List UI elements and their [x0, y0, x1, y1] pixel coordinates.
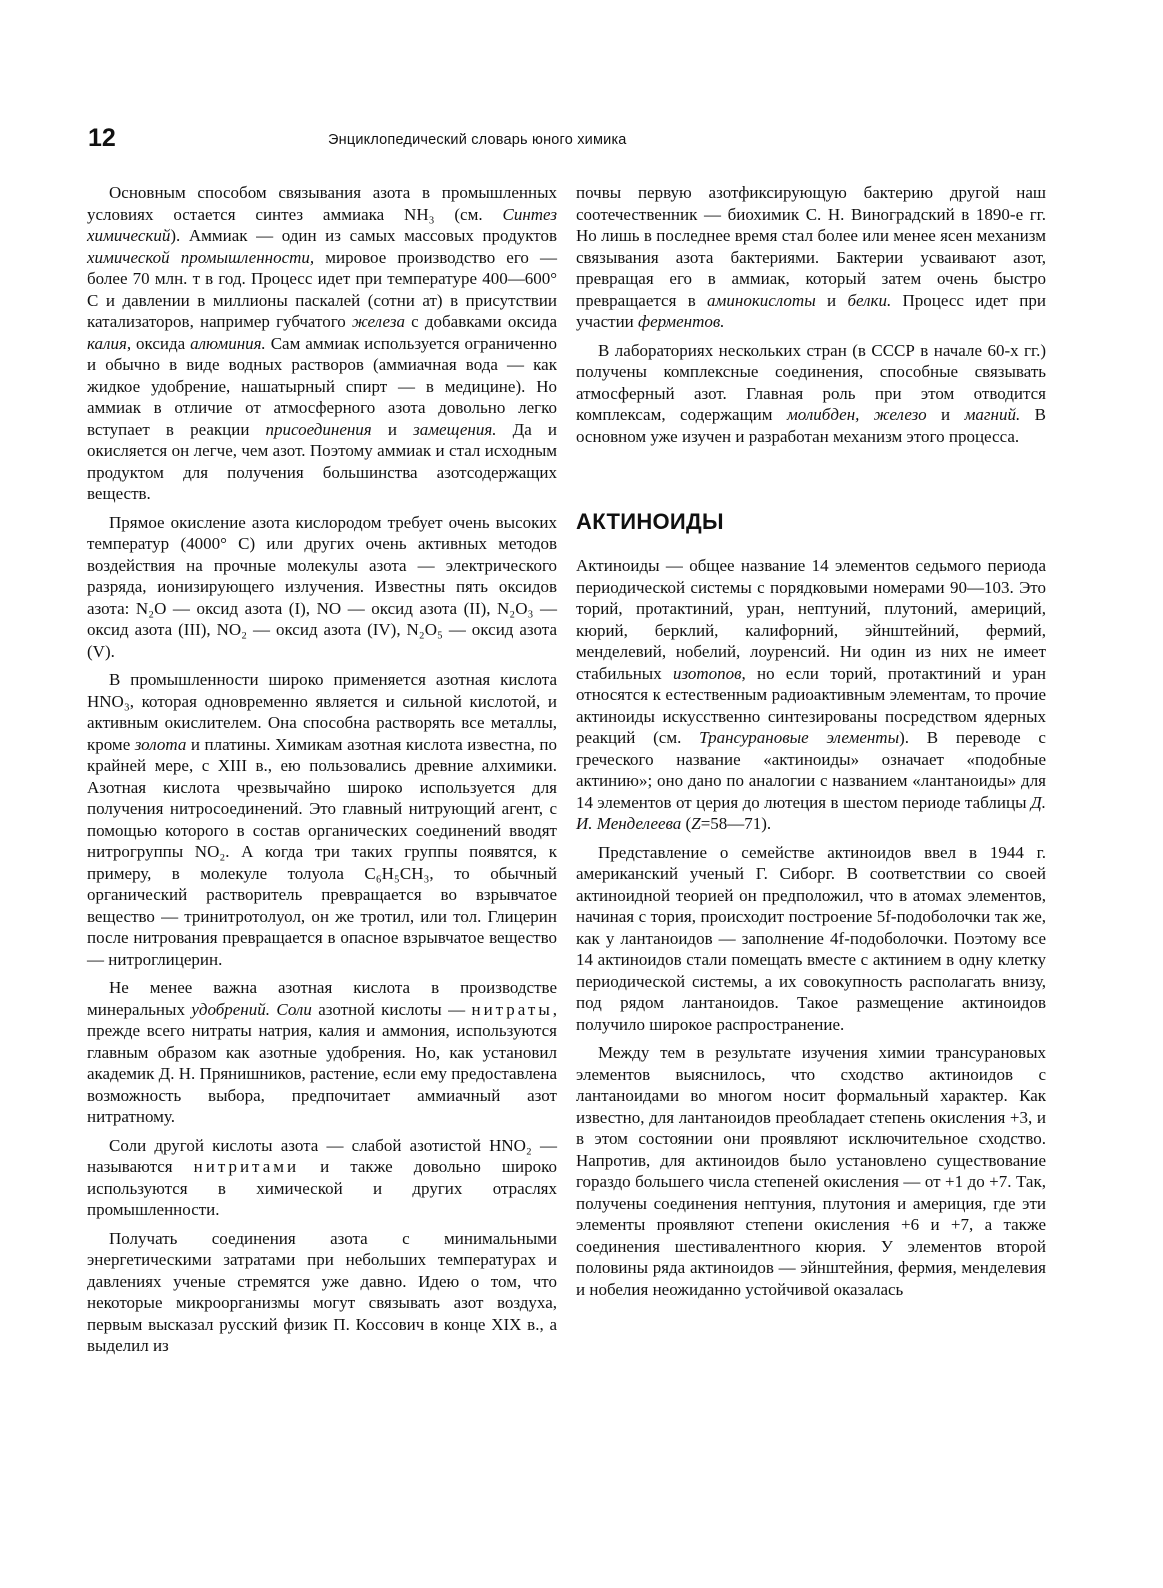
paragraph: Не менее важна азотная кислота в производстве минеральных удобрений. Соли азотной кислоты — нитраты, прежде всего нитраты натрия, калия и аммония, используются главным образом как азотные удобрения. Но, как установил академик Д. Н. Прянишников, растение, если ему предоставлена возможность выбора, предпочитает аммиачный азот нитратному.: [87, 978, 558, 1126]
paragraph: Основным способом связывания азота в промышленных условиях остается синтез аммиака NH₃ (см. Синтез химический). Аммиак — один из самых массовых продуктов химической промышленности, мировое производство его — более 70 млн. т в год. Процесс идет при температуре 400—600° С и давлении в миллионы паскалей (сотни ат) в присутствии катализаторов, например губчатого железа с добавками оксида калия, оксида алюминия. Сам аммиак используется ограниченно и обычно в виде водных растворов (аммиачная вода — как жидкое удобрение, нашатырный спирт — в медицине). Но аммиак в отличие от атмосферного азота довольно легко вступает в реакции присоединения и замещения. Да и окисляется он легче, чем азот. Поэтому аммиак и стал исходным продуктом для получения большинства азотсодержащих веществ.: [87, 183, 558, 503]
page-number: 12: [88, 124, 116, 152]
left-column: [87, 182, 557, 1364]
paragraph: В лабораториях нескольких стран (в СССР в начале 60-х гг.) получены комплексные соединения, способные связывать атмосферный азот. Главная роль при этом отводится комплексам, содержащим молибден, железо и магний. В основном уже изучен и разработан механизм этого процесса.: [576, 340, 1047, 446]
paragraph: В промышленности широко применяется азотная кислота HNO₃, которая одновременно является и сильной кислотой, и активным окислителем. Она способна растворять все металлы, кроме золота и платины. Химикам азотная кислота известна, по крайней мере, с XIII в., ею пользовались древние алхимики. Азотная кислота чрезвычайно широко используется для получения нитросоединений. Это главный нитрующий агент, с помощью которого в состав органических соединений вводят нитрогруппы NO₂. А когда три таких группы появятся, к примеру, в молекуле толуола C₆H₅CH₃, то обычный органический растворитель превращается во взрывчатое вещество — тринитротолуол, он же тротил, или тол. Глицерин после нитрования превращается в опасное взрывчатое вещество — нитроглицерин.: [87, 670, 557, 969]
paragraph: Соли другой кислоты азота — слабой азотистой HNO₂ — называются нитритами и также довольно широко используются в химической и других отраслях промышленности.: [87, 1135, 557, 1219]
paragraph: Актиноиды — общее название 14 элементов седьмого периода периодической системы с порядковыми номерами 90—103. Это торий, протактиний, уран, нептуний, плутоний, америций, кюрий, берклий, калифорний, эйнштейний, фермий, менделевий, нобелий, лоуренсий. Ни один из них не имеет стабильных изотопов, но если торий, протактиний и уран относятся к естественным радиоактивным элементам, то прочие актиноиды искусственно синтезированы посредством ядерных реакций (см. Трансурановые элементы). В переводе с греческого название «актиноиды» означает «подобные актинию»; оно дано по аналогии с названием «лантаноиды» для 14 элементов от церия до лютеция в шестом периоде таблицы Д. И. Менделеева (Z=58—71).: [576, 556, 1046, 833]
paragraph: Представление о семействе актиноидов ввел в 1944 г. американский ученый Г. Сиборг. В соответствии со своей актиноидной теорией он предположил, что в атомах элементов, начиная с тория, происходит построение 5f-подоболочки так же, как у лантаноидов — заполнение 4f-подоболочки. Поэтому все 14 актиноидов стали помещать вместе с актинием в одну клетку периодической системы, а их совокупность располагать внизу, под рядом лантаноидов. Такое размещение актиноидов получило широкое распространение.: [576, 842, 1046, 1034]
article-heading: АКТИНОИДЫ: [576, 509, 724, 534]
paragraph: почвы первую азотфиксирующую бактерию другой наш соотечественник — биохимик С. Н. Виноградский в 1890-е гг. Но лишь в последнее время стал более или менее ясен механизм связывания азота бактериями. Бактерии усваивают азот, превращая его в аммиак, который затем очень быстро превращается в аминокислоты и белки. Процесс идет при участии ферментов.: [576, 183, 1046, 331]
paragraph: Прямое окисление азота кислородом требует очень высоких температур (4000° С) или других очень активных методов воздействия на прочные молекулы азота — электрического разряда, ионизирующего излучения. Известны пять оксидов азота: N₂O — оксид азота (I), NO — оксид азота (II), N₂O₃ — оксид азота (III), NO₂ — оксид азота (IV), N₂O₅ — оксид азота (V).: [87, 512, 557, 661]
paragraph: Между тем в результате изучения химии трансурановых элементов выяснилось, что сходство актиноидов с лантаноидами во многом носит формальный характер. Как известно, для лантаноидов преобладает степень окисления +3, и в этом состоянии они проявляют исключительное сходство. Напротив, для актиноидов было установлено существование гораздо большего числа степеней окисления — от +1 до +7. Так, получены соединения нептуния, плутония и америция, где эти элементы проявляют степени окисления +6 и +7, а также соединения шестивалентного кюрия. У элементов второй половины ряда актиноидов — эйнштейния, фермия, менделевия и нобелия неожиданно устойчивой оказалась: [576, 1043, 1046, 1299]
running-title: Энциклопедический словарь юного химика: [328, 132, 627, 148]
paragraph: Получать соединения азота с минимальными энергетическими затратами при небольших температурах и давлениях ученые стремятся уже давно. Идею о том, что некоторые микроорганизмы могут связывать азот воздуха, первым высказал русский физик П. Коссович в конце XIX в., а выделил из: [87, 1228, 557, 1355]
right-column: [576, 182, 1046, 1307]
